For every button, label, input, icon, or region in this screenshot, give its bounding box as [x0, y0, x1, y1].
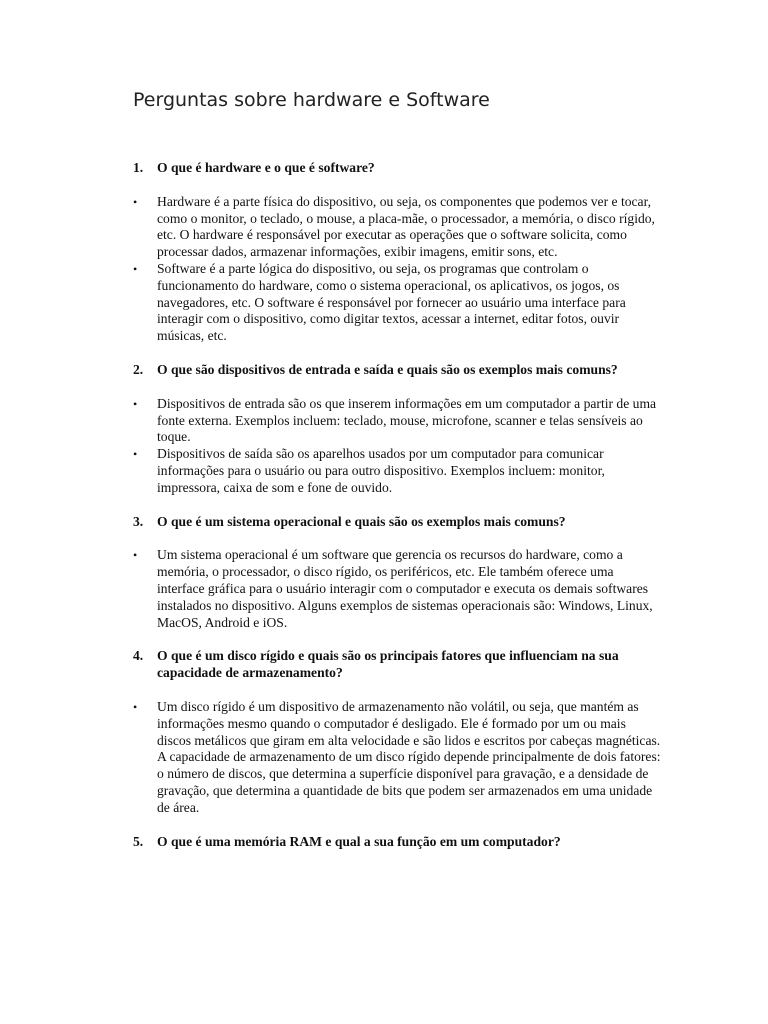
question-block-3 — [133, 514, 663, 632]
question-4 — [133, 648, 663, 682]
answer-list — [133, 699, 663, 817]
answer-item — [133, 699, 663, 817]
question-text: O que é hardware e o que é software? — [157, 160, 375, 175]
answer-list — [133, 396, 663, 497]
question-text: O que é um sistema operacional e quais são os exemplos mais comuns? — [157, 513, 566, 529]
answer-text: Um sistema operacional é um software que gerencia os recursos do hardware, como a memória, o processador, o disco rígido, os periféricos, etc. Ele também oferece uma interface gráfica para o usuário interagir com o computador e executa os demais softwares instalados no dispositivo. Alguns exemplos de sistemas operacionais são: Windows, Linux, MacOS, Android e iOS. — [157, 547, 653, 630]
answer-list — [133, 194, 663, 345]
answer-item — [133, 261, 663, 345]
question-number: 3. — [133, 513, 144, 529]
question-block-1 — [133, 160, 663, 345]
answer-item — [133, 194, 663, 261]
question-5 — [133, 834, 663, 851]
question-text: O que é uma memória RAM e qual a sua função em um computador? — [157, 833, 561, 849]
question-text: O que são dispositivos de entrada e saída e quais são os exemplos mais comuns? — [157, 361, 618, 377]
question-number: 1. — [133, 160, 144, 175]
answer-text: Dispositivos de saída são os aparelhos usados por um computador para comunicar informações para o usuário ou para outro dispositivo. Exemplos incluem: monitor, impressora, caixa de som e fone de ouvido. — [157, 446, 605, 495]
question-2 — [133, 362, 663, 379]
question-number: 2. — [133, 361, 144, 377]
answer-text: Hardware é a parte física do dispositivo, ou seja, os componentes que podemos ver e tocar, como o monitor, o teclado, o mouse, a placa-mãe, o processador, a memória, o disco rígido, etc. O hardware é responsável por executar as operações que o software solicita, como processar dados, armazenar informações, exibir imagens, emitir sons, etc. — [157, 193, 655, 260]
question-block-4 — [133, 648, 663, 816]
bullet-icon: • — [133, 447, 138, 462]
answer-item — [133, 547, 663, 631]
question-1 — [133, 160, 663, 177]
bullet-icon: • — [133, 699, 138, 714]
question-block-5 — [133, 834, 663, 851]
question-3 — [133, 514, 663, 531]
document-title: Perguntas sobre hardware e Software — [133, 89, 490, 111]
answer-list — [133, 547, 663, 631]
bullet-icon: • — [133, 261, 138, 276]
answer-text: Software é a parte lógica do dispositivo, ou seja, os programas que controlam o funcionamento do hardware, como o sistema operacional, os aplicativos, os jogos, os navegadores, etc. O software é responsável por fornecer ao usuário uma interface para interagir com o dispositivo, como digitar textos, acessar a internet, editar fotos, ouvir músicas, etc. — [157, 260, 626, 344]
bullet-icon: • — [133, 396, 138, 411]
question-block-2 — [133, 362, 663, 497]
question-number: 5. — [133, 833, 144, 849]
answer-item — [133, 396, 663, 446]
question-list — [133, 160, 663, 867]
question-text: O que é um disco rígido e quais são os principais fatores que influenciam na sua capacidade de armazenamento? — [157, 648, 619, 681]
bullet-icon: • — [133, 548, 138, 563]
bullet-icon: • — [133, 194, 138, 209]
answer-text: Um disco rígido é um dispositivo de armazenamento não volátil, ou seja, que mantém as informações mesmo quando o computador é desligado. Ele é formado por um ou mais discos metálicos que giram em alta velocidade e são lidos e escritos por cabeças magnéticas. A capacidade de armazenamento de um disco rígido depende principalmente de dois fatores: o número de discos, que determina a superfície disponível para gravação, e a densidade de gravação, que determina a quantidade de bits que podem ser armazenados em uma unidade de área. — [157, 698, 661, 815]
question-number: 4. — [133, 648, 144, 664]
answer-item — [133, 446, 663, 496]
answer-text: Dispositivos de entrada são os que inserem informações em um computador a partir de uma fonte externa. Exemplos incluem: teclado, mouse, microfone, scanner e telas sensíveis ao toque. — [157, 395, 657, 445]
